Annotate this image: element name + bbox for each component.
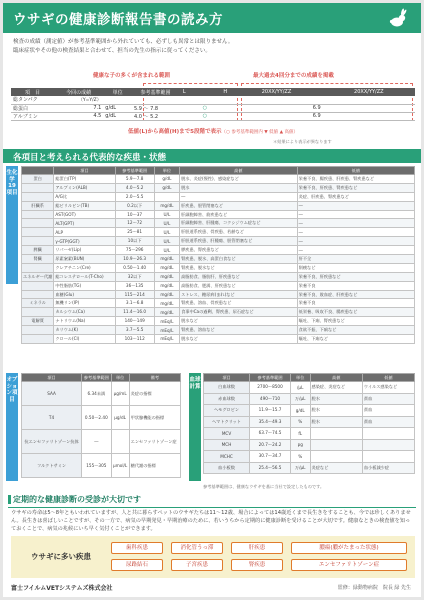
rabbit-icon: [387, 8, 409, 28]
biochem-header-row: [22, 167, 415, 175]
table-cell: [22, 237, 54, 246]
blood-table-body: [204, 374, 415, 474]
company-name: 富士フイルムVETシステムズ株式会社: [11, 585, 113, 592]
blood-header: 参考基準範囲: [250, 374, 291, 382]
table-cell: 蛋白: [22, 175, 54, 184]
table-cell: 嘔吐、下痢、腎疾患など: [297, 317, 414, 326]
table-cell: MCHC: [204, 451, 250, 463]
table-cell: 103〜112: [115, 335, 154, 344]
flag-normal: ○: [200, 112, 210, 120]
table-cell: 腎疾患、脱水など: [180, 263, 298, 272]
table-cell: mg/dL: [154, 290, 179, 299]
blood-table: [203, 373, 415, 474]
section-2-marker: [8, 495, 11, 504]
table-row: [22, 183, 415, 192]
table-cell: g/dL: [154, 183, 179, 192]
intro-text: [3, 33, 421, 56]
table-cell: 140〜149: [115, 317, 154, 326]
table-cell: 脱水など: [180, 317, 298, 326]
table-cell: [22, 308, 54, 317]
table-cell: 11.4〜16.0: [115, 308, 154, 317]
table-row: [22, 281, 415, 290]
disease-pill: 消化管うっ滞: [171, 542, 223, 554]
table-cell: 3.1〜6.8: [115, 299, 154, 308]
table-cell: MCV: [204, 428, 250, 440]
biochem-header: 高値: [180, 167, 298, 175]
table-cell: フルクトサミン: [22, 454, 82, 478]
biochem-header: 参考基準範囲: [115, 167, 154, 175]
sample-cell: 7.1: [54, 104, 103, 112]
table-cell: ALP: [54, 228, 115, 237]
table-cell: 25.4〜56.5: [250, 462, 291, 474]
optional-table: [21, 373, 181, 478]
table-cell: 中性脂肪(TG): [54, 281, 115, 290]
optional-vlabel: オプション項目: [6, 373, 18, 481]
table-row: [204, 416, 415, 428]
table-cell: μmol/L: [111, 454, 129, 478]
table-cell: %: [290, 416, 310, 428]
sample-header: 20XX/YY/ZZ: [323, 88, 415, 96]
table-cell: 6.34未満: [82, 382, 112, 406]
table-cell: 感染症、炎症など: [310, 382, 362, 394]
sample-header: 単位: [103, 88, 132, 96]
table-row: [204, 405, 415, 417]
table-cell: mg/dL: [154, 263, 179, 272]
table-cell: 食欲不振、下痢など: [297, 326, 414, 335]
sample-cell: 5.9 〜 7.8: [132, 104, 179, 112]
table-cell: T4: [22, 406, 82, 430]
table-row: [204, 462, 415, 474]
optional-header: 単位: [111, 374, 129, 382]
table-cell: 肝疾患、胆管閉塞など: [180, 201, 298, 210]
table-cell: ―: [180, 192, 298, 201]
table-cell: 電解質: [22, 317, 54, 326]
optional-header: 項目: [22, 374, 82, 382]
table-row: [204, 428, 415, 440]
blood-vlabel: 血球計算: [189, 373, 201, 481]
table-cell: 肝臓系: [22, 201, 54, 210]
table-row: [22, 175, 415, 184]
blood-header: 項目: [204, 374, 250, 382]
sample-header-row: [11, 88, 415, 96]
table-cell: 膵疾患、腎疾患など: [180, 246, 298, 255]
table-cell: 膵臓: [22, 246, 54, 255]
sample-row: [11, 112, 415, 120]
table-cell: 63.7〜74.5: [250, 428, 291, 440]
table-cell: ―: [82, 430, 112, 454]
table-cell: カルシウム(Ca): [54, 308, 115, 317]
table-cell: 赤血球数: [204, 393, 250, 405]
table-cell: SAA: [22, 382, 82, 406]
table-cell: U/L: [154, 210, 179, 219]
table-cell: 2.0〜5.5: [115, 192, 154, 201]
table-row: [22, 308, 415, 317]
sample-row: [11, 104, 415, 112]
header-bar: [3, 3, 421, 33]
table-row: [22, 255, 415, 264]
table-cell: 30.7〜34.7: [250, 451, 291, 463]
table-cell: g/dL: [154, 175, 179, 184]
table-row: [22, 382, 181, 406]
table-cell: 栄養不良、敗血症、肝疾患など: [297, 290, 414, 299]
table-cell: mg/dL: [154, 299, 179, 308]
table-cell: 脱水: [180, 183, 298, 192]
table-cell: 総蛋白(TP): [54, 175, 115, 184]
flag-normal: ○: [200, 104, 210, 112]
table-cell: 肝不全: [297, 255, 414, 264]
table-row: [22, 192, 415, 201]
biochem-header: 低値: [297, 167, 414, 175]
table-cell: pg: [290, 439, 310, 451]
table-cell: カリウム(K): [54, 326, 115, 335]
table-cell: mg/dL: [154, 272, 179, 281]
table-cell: ストレス、糖尿病(まれ)など: [180, 290, 298, 299]
table-row: [204, 382, 415, 394]
table-row: [22, 326, 415, 335]
disease-pill: 腎疾患: [231, 559, 283, 571]
blood-header: 低値: [362, 374, 414, 382]
table-cell: [22, 335, 54, 344]
table-row: [22, 246, 415, 255]
disease-pill: 歯科疾患: [111, 542, 163, 554]
table-cell: クレアチニン(Cre): [54, 263, 115, 272]
table-cell: fL: [290, 428, 310, 440]
table-row: [22, 219, 415, 228]
table-cell: U/L: [154, 246, 179, 255]
sample-header: H: [220, 88, 230, 96]
section-2-body: [11, 510, 415, 533]
table-cell: /μL: [290, 382, 310, 394]
table-cell: 36〜135: [115, 281, 154, 290]
table-cell: 脱水、炎症(慢性)、感染症など: [180, 175, 298, 184]
table-cell: mg/dL: [154, 255, 179, 264]
sample-cell: 6.9: [230, 112, 322, 120]
table-row: [22, 406, 181, 430]
table-cell: 万/μL: [290, 393, 310, 405]
sample-row: [11, 96, 415, 104]
optional-header: 参考基準範囲: [82, 374, 112, 382]
table-cell: 高脂肪食、脂肪肝、肝疾患など: [180, 272, 298, 281]
table-row: [204, 439, 415, 451]
table-cell: MCH: [204, 439, 250, 451]
table-cell: 貧血: [362, 416, 414, 428]
table-cell: 25〜81: [115, 228, 154, 237]
table-cell: [310, 451, 362, 463]
table-cell: 栄養不良、肝疾患など: [297, 272, 414, 281]
table-cell: [22, 228, 54, 237]
table-cell: 糖代謝の指標: [129, 454, 180, 478]
section-2-title: 定期的な健康診断の受診が大切です: [13, 495, 141, 504]
table-cell: 腎疾患、溶血など: [180, 326, 298, 335]
table-row: [204, 451, 415, 463]
table-cell: [22, 326, 54, 335]
table-cell: 腎臓: [22, 255, 54, 264]
table-cell: %: [290, 451, 310, 463]
blood-header: 高値: [310, 374, 362, 382]
table-cell: 5.9〜7.8: [115, 175, 154, 184]
disease-pill: 肝疾患: [231, 542, 283, 554]
table-cell: [22, 281, 54, 290]
table-cell: 貧血: [362, 405, 414, 417]
table-cell: mg/dL: [154, 308, 179, 317]
table-cell: U/L: [154, 237, 179, 246]
section-1-bar: [3, 149, 421, 163]
table-cell: 血糖(Glu): [54, 290, 115, 299]
biochem-header: 単位: [154, 167, 179, 175]
table-cell: 貧血: [362, 393, 414, 405]
disease-pill: 尿路結石: [111, 559, 163, 571]
disease-pill: 子宮疾患: [171, 559, 223, 571]
sample-report-table: [11, 88, 415, 121]
table-cell: ナトリウム(Na): [54, 317, 115, 326]
table-cell: A/G比: [54, 192, 115, 201]
table-cell: ―: [297, 219, 414, 228]
table-cell: 0.2以下: [115, 201, 154, 210]
table-cell: 総コレステロール(T-Cho): [54, 272, 115, 281]
table-cell: mEq/L: [154, 335, 179, 344]
table-row: [22, 335, 415, 344]
table-cell: ―: [297, 237, 414, 246]
table-cell: ―: [297, 228, 414, 237]
callout-history: 最大過去4回分までの成績を掲載: [253, 73, 334, 79]
table-cell: [362, 439, 414, 451]
sample-header: 項 目: [11, 88, 54, 96]
disease-label: ウサギに多い疾患: [31, 552, 91, 561]
table-cell: 栄養不良、肝疾患、腎疾患など: [297, 183, 414, 192]
sample-cell: 4.5: [54, 112, 103, 120]
callout-reference-range: 健康な子の多くが含まれる範囲: [93, 73, 171, 79]
table-cell: エネルギー代謝: [22, 272, 54, 281]
table-cell: 甲状腺機能の指標: [129, 406, 180, 430]
table-cell: [362, 428, 414, 440]
table-row: [22, 317, 415, 326]
table-cell: [22, 263, 54, 272]
table-cell: 12〜72: [115, 219, 154, 228]
page: [3, 3, 421, 597]
table-cell: 高脂肪食、肥満、肝疾患など: [180, 281, 298, 290]
table-cell: 血小板数: [204, 462, 250, 474]
sample-header: 参考基準範囲: [132, 88, 179, 96]
table-cell: [22, 219, 54, 228]
table-cell: 栄養不良: [297, 299, 414, 308]
table-cell: 炎症、肝疾患、腎疾患など: [297, 192, 414, 201]
blood-header: 単位: [290, 374, 310, 382]
table-cell: 10〜37: [115, 210, 154, 219]
table-cell: μg/mL: [111, 382, 129, 406]
table-cell: mg/dL: [154, 201, 179, 210]
table-cell: 総ビリルビン(TB): [54, 201, 115, 210]
table-cell: 尿素窒素(BUN): [54, 255, 115, 264]
table-cell: 肝胆道系疾患、肝腫瘍、胆管閉塞など: [180, 237, 298, 246]
table-cell: ヘモグロビン: [204, 405, 250, 417]
sample-cell: g/dL: [103, 112, 132, 120]
table-cell: 4.0〜5.2: [115, 183, 154, 192]
table-cell: 肝細胞障害、筋疾患など: [180, 210, 298, 219]
table-cell: 2700〜8500: [250, 382, 291, 394]
table-cell: 削痩など: [297, 263, 414, 272]
table-cell: 11.9〜15.7: [250, 405, 291, 417]
table-cell: 0.50〜1.40: [115, 263, 154, 272]
table-row: [22, 263, 415, 272]
table-cell: ウイルス感染など: [362, 382, 414, 394]
table-cell: [154, 192, 179, 201]
table-row: [22, 272, 415, 281]
sample-cell: 総蛋白: [11, 104, 54, 112]
table-cell: 0.50〜2.40: [82, 406, 112, 430]
table-cell: [310, 439, 362, 451]
table-cell: 3.7〜5.5: [115, 326, 154, 335]
table-row: [22, 228, 415, 237]
table-row: [22, 237, 415, 246]
table-note: 参考基準範囲は、健康なウサギを基に当社で設定したものです。: [203, 484, 325, 489]
disease-pill: 膿瘍(膿がたまった状態): [291, 542, 407, 554]
table-cell: 肝胆道系疾患、骨疾患、若齢など: [180, 228, 298, 237]
table-cell: ALT(GPT): [54, 219, 115, 228]
table-cell: 白血球数: [204, 382, 250, 394]
table-cell: 脱水: [310, 393, 362, 405]
table-cell: 10.9〜26.3: [115, 255, 154, 264]
table-row: [22, 201, 415, 210]
table-cell: 115〜214: [115, 290, 154, 299]
table-cell: 腎疾患、溶血、骨疾患など: [180, 299, 298, 308]
table-cell: 血小板減少症: [362, 462, 414, 474]
table-row: [22, 210, 415, 219]
table-cell: 食事中Caの過剰、腎疾患、尿石症など: [180, 308, 298, 317]
table-cell: AST(GOT): [54, 210, 115, 219]
table-cell: [22, 210, 54, 219]
table-cell: μg/dL: [111, 406, 129, 430]
intro-line-2: 臨床症状やその他の検査結果と合わせて、担当の先生の指示に従ってください。: [13, 48, 211, 54]
table-cell: 32以下: [115, 272, 154, 281]
optional-header: 備考: [129, 374, 180, 382]
table-cell: 10以下: [115, 237, 154, 246]
table-row: [22, 290, 415, 299]
table-cell: 脱水: [310, 416, 362, 428]
sample-header: 20XX/YY/ZZ: [230, 88, 322, 96]
table-cell: U/L: [154, 219, 179, 228]
sample-header: L: [179, 88, 189, 96]
cell-note: ＊結果により表示が異なります: [273, 139, 332, 144]
table-cell: ―: [297, 210, 414, 219]
table-cell: ―: [297, 246, 414, 255]
section-2-text-1: ウサギの寿命は5〜8年ともいわれていますが、人と共に暮らすペットのウサギたちは11〜12歳、場合によっては14歳近くまで長生きをすることも、今では珍しくありません。長生きは喜ばしいことですが、その一方で、病気の早期発見・早期治療のために、: [11, 510, 411, 524]
table-cell: [362, 451, 414, 463]
table-row: [22, 454, 181, 478]
table-cell: g/dL: [290, 405, 310, 417]
optional-header-row: [22, 374, 181, 382]
table-cell: [22, 183, 54, 192]
table-cell: 35.4〜49.3: [250, 416, 291, 428]
table-cell: γ-GTP(GGT): [54, 237, 115, 246]
table-cell: mEq/L: [154, 317, 179, 326]
table-cell: U/L: [154, 228, 179, 237]
table-cell: mg/dL: [154, 281, 179, 290]
biochem-table: [21, 166, 415, 344]
table-cell: [22, 290, 54, 299]
optional-table-body: [22, 374, 181, 478]
table-cell: 20.7〜24.2: [250, 439, 291, 451]
table-cell: ミネラル: [22, 299, 54, 308]
disease-pill: エンセファリトゾーン症: [291, 559, 407, 571]
sample-cell: アルブミン: [11, 112, 54, 120]
table-cell: ヘマトクリット: [204, 416, 250, 428]
table-cell: 肝細胞障害、肝腫瘍、コクシジウム症など: [180, 219, 298, 228]
intro-line-1: 検査の成績（測定値）が参考基準範囲から外れていても、必ずしも異常とは限りません。: [13, 39, 234, 45]
table-cell: 抗エンセファリトゾーン抗体: [22, 430, 82, 454]
table-cell: 栄養不良、腸疾患、肝疾患、腎疾患など: [297, 175, 414, 184]
table-cell: エンセファリトゾーン症: [129, 430, 180, 454]
table-cell: 低栄養、吸収不良、腸疾患など: [297, 308, 414, 317]
table-cell: 75〜296: [115, 246, 154, 255]
table-cell: 腎疾患、脱水、高蛋白食など: [180, 255, 298, 264]
table-row: [22, 430, 181, 454]
supervisor-credit: 監修：緑動物病院 院長 緑 先生: [337, 585, 411, 591]
sample-header: 今回の成績: [54, 88, 103, 96]
biochem-header: 項目: [54, 167, 115, 175]
section-2-rule: [8, 507, 416, 508]
table-cell: 炎症の指標: [129, 382, 180, 406]
page-title: ウサギの健康診断報告書の読み方: [13, 12, 223, 28]
table-cell: クロール(Cl): [54, 335, 115, 344]
section-1-title: 各項目と考えられる代表的な疾患・状態: [13, 153, 167, 163]
table-cell: 炎症など: [310, 462, 362, 474]
table-cell: mEq/L: [154, 326, 179, 335]
biochem-header: [22, 167, 54, 175]
callout-flags: 低値(L)から高値(H)まで5段階で表示（○ 参考基準範囲内 ▼ 低値 ▲ 高値）: [128, 129, 298, 135]
table-cell: 脱水: [310, 405, 362, 417]
sample-cell: g/dL: [103, 104, 132, 112]
table-row: [204, 393, 415, 405]
sample-cell: 総タンパク: [11, 96, 54, 104]
table-cell: 490〜710: [250, 393, 291, 405]
table-cell: 脱水など: [180, 335, 298, 344]
table-cell: [310, 428, 362, 440]
section-2-text-2: 若いうちから定期的に健康診断を受けることが大切です。健康なときの検査値を知っておくことで、病気の兆候にいち早く気付くことができます。: [11, 517, 411, 532]
table-cell: 嘔吐、下痢など: [297, 335, 414, 344]
table-cell: [111, 430, 129, 454]
table-cell: アルブミン(ALB): [54, 183, 115, 192]
biochem-table-body: [22, 175, 415, 344]
sample-cell: 4.0 〜 5.2: [132, 112, 179, 120]
biochem-vlabel: 生化学19項目: [6, 166, 18, 284]
sample-subheader: （Y=Y/Z）: [78, 97, 102, 103]
blood-header-row: [204, 374, 415, 382]
table-cell: 万/μL: [290, 462, 310, 474]
table-cell: 栄養不良: [297, 281, 414, 290]
table-cell: 無機リン(IP): [54, 299, 115, 308]
table-row: [22, 299, 415, 308]
disease-panel: [11, 536, 415, 578]
table-cell: リパーゼ(Lip): [54, 246, 115, 255]
sample-cell: 6.9: [230, 104, 322, 112]
table-cell: ―: [297, 201, 414, 210]
table-cell: [22, 192, 54, 201]
flags-legend: （○ 参考基準範囲内 ▼ 低値 ▲ 高値）: [221, 130, 298, 135]
table-cell: 155〜305: [82, 454, 112, 478]
